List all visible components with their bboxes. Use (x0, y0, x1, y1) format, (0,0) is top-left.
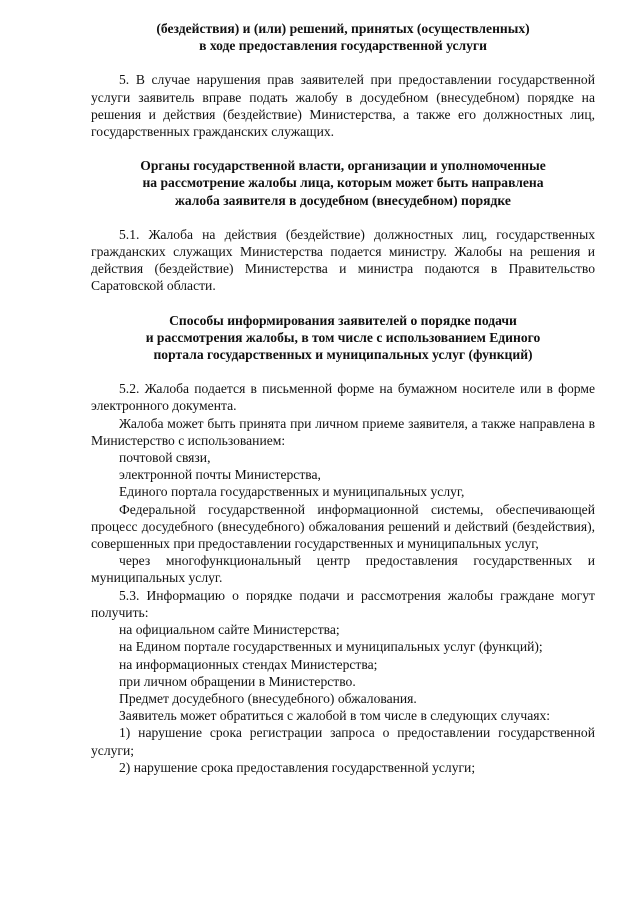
list-item: на Едином портале государственных и муниципальных услуг (функций); (119, 639, 543, 655)
paragraph-5: 5. В случае нарушения прав заявителей при предоставлении государственной услуги заявитель вправе подать жалобу в досудебном (внесудебном) порядке на решения и действия (бездействие) Министерства, а также его должностных лиц, государственных гражданских служащих. (91, 72, 595, 140)
paragraph-cases: Заявитель может обратиться с жалобой в том числе в следующих случаях: (119, 708, 551, 724)
heading-line: (бездействия) и (или) решений, принятых (осуществленных) (156, 21, 530, 36)
section-heading-informing (91, 312, 595, 364)
paragraph-subject: Предмет досудебного (внесудебного) обжалования. (119, 690, 417, 706)
list-item: Федеральной государственной информационной системы, обеспечивающей процесс досудебного (внесудебного) обжалования решений и действий (бездействия), совершенных при предоставлении государственных и муниципальных услуг, (91, 501, 595, 552)
list-item: электронной почты Министерства, (119, 467, 321, 483)
list-item: через многофункциональный центр предоставления государственных и муниципальных услуг. (91, 553, 595, 586)
heading-line: жалоба заявителя в досудебном (внесудебном) порядке (175, 192, 511, 208)
heading-line: Органы государственной власти, организации и уполномоченные (140, 158, 546, 174)
document-page (91, 20, 595, 776)
paragraph-submission-channels: Жалоба может быть принята при личном приеме заявителя, а также направлена в Министерство с использованием: (91, 415, 595, 448)
heading-line: и рассмотрения жалобы, в том числе с использованием Единого (145, 329, 541, 345)
paragraph-5-1: 5.1. Жалоба на действия (бездействие) должностных лиц, государственных гражданских служащих Министерства подается министру. Жалобы на решения и действия (бездействие) Министерства и министра подаются в Правительство Саратовской области. (91, 226, 595, 294)
list-item: 1) нарушение срока регистрации запроса о предоставлении государственной услуги; (91, 725, 595, 758)
paragraph-5-3: 5.3. Информацию о порядке подачи и рассмотрения жалобы граждане могут получить: (91, 587, 595, 620)
list-item: почтовой связи, (119, 450, 211, 466)
heading-line: в ходе предоставления государственной услуги (199, 38, 487, 54)
paragraph-5-2: 5.2. Жалоба подается в письменной форме на бумажном носителе или в форме электронного документа. (91, 381, 595, 414)
section-heading-appeal-actions (91, 20, 595, 54)
heading-line: Способы информирования заявителей о порядке подачи (169, 312, 517, 328)
heading-line: на рассмотрение жалобы лица, которым может быть направлена (142, 175, 544, 191)
list-item: Единого портала государственных и муниципальных услуг, (119, 484, 465, 500)
list-item: на информационных стендах Министерства; (119, 656, 378, 672)
heading-line: портала государственных и муниципальных услуг (функций) (153, 347, 533, 363)
list-item: при личном обращении в Министерство. (119, 673, 356, 689)
section-heading-authorities (91, 157, 595, 209)
list-item: 2) нарушение срока предоставления государственной услуги; (119, 759, 476, 775)
list-item: на официальном сайте Министерства; (119, 622, 340, 638)
